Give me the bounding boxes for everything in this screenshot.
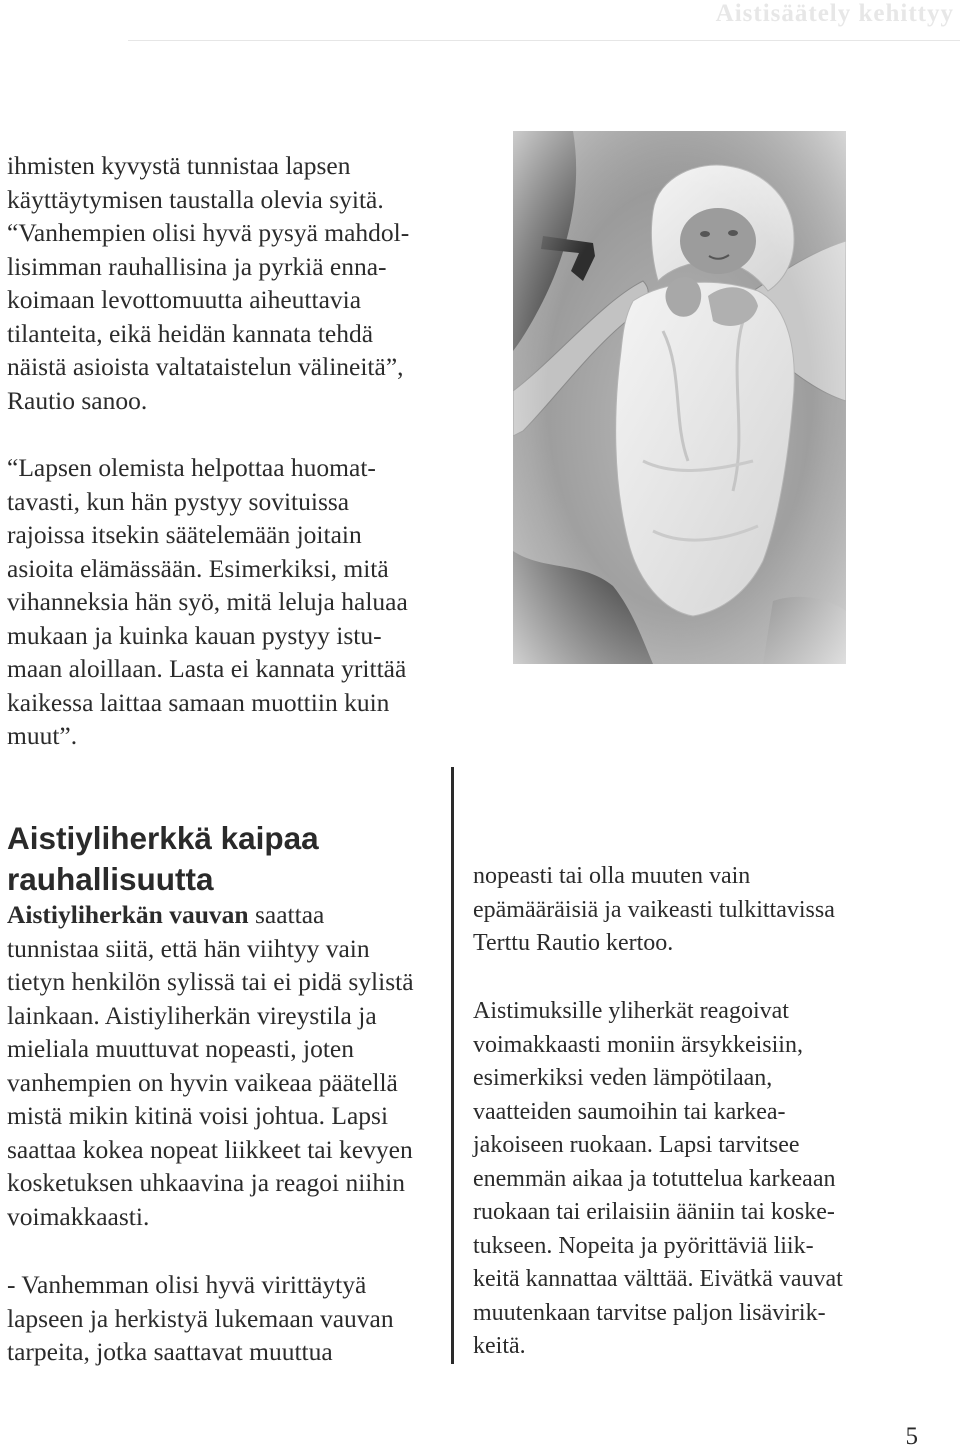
text-line: maan aloillaan. Lasta ei kannata yrittää <box>7 654 407 683</box>
text-line: jakoiseen ruokaan. Lapsi tarvitsee <box>473 1132 800 1158</box>
text-line: asioita elämässään. Esimerkiksi, mitä <box>7 553 389 583</box>
text-line: tukseen. Nopeita ja pyörittäviä liik- <box>473 1232 814 1259</box>
text-line: kosketuksen uhkaavina ja reagoi niihin <box>7 1168 405 1197</box>
text-line: Rautio sanoo. <box>7 385 148 415</box>
text-line: tilanteita, eikä heidän kannata tehdä <box>7 318 374 348</box>
text-line: vanhempien on hyvin vaikeaa päätellä <box>7 1067 398 1097</box>
text-line: Terttu Rautio kertoo. <box>473 930 674 956</box>
text-line: tavasti, kun hän pystyy sovituissa <box>7 486 350 516</box>
text-line: nopeasti tai olla muuten vain <box>473 863 751 889</box>
text-line: keitä. <box>473 1333 526 1359</box>
text-line: tietyn henkilön sylissä tai ei pidä sylistä <box>7 967 414 996</box>
text-line: ruokaan tai erilaisiin ääniin tai koske- <box>473 1199 835 1225</box>
text-line: epämääräisiä ja vaikeasti tulkittavissa <box>473 896 835 923</box>
text-line: mieliala muuttuvat nopeasti, joten <box>7 1034 355 1063</box>
text-line: lainkaan. Aistiyliherkän vireystila ja <box>7 1000 377 1030</box>
text-line: keitä kannattaa välttää. Eivätkä vauvat <box>473 1266 843 1292</box>
column-right-paragraph <box>473 860 943 961</box>
column-divider <box>451 767 454 1364</box>
text-line: voimakkaasti. <box>7 1201 150 1231</box>
text-line: koimaan levottomuutta aiheuttavia <box>7 285 362 314</box>
text-line: käyttäytymisen taustalla olevia syitä. <box>7 184 384 214</box>
text-line: saattaa kokea nopeat liikkeet tai kevyen <box>7 1134 413 1164</box>
text-line: muutenkaan tarvitse paljon lisävirik- <box>473 1299 826 1326</box>
text-line <box>7 898 447 932</box>
text-line: enemmän aikaa ja totuttelua karkeaan <box>473 1165 836 1192</box>
section-heading <box>7 818 447 900</box>
text-line: mistä mikin kitinä voisi johtua. Lapsi <box>7 1101 389 1130</box>
text-line: tunnistaa siitä, että hän viihtyy vain <box>7 933 370 963</box>
text-line: “Lapsen olemista helpottaa huomat- <box>7 453 376 482</box>
text-line: kaikessa laittaa samaan muottiin kuin <box>7 687 390 717</box>
text-line: ihmisten kyvystä tunnistaa lapsen <box>7 151 351 180</box>
lead-in-text: Aistiyliherkän vauvan <box>7 900 249 929</box>
text-line: rajoissa itsekin säätelemään joitain <box>7 520 362 549</box>
text-line: mukaan ja kuinka kauan pystyy istu- <box>7 620 382 650</box>
text-line: näistä asioista valtataistelun välineitä”, <box>7 352 404 381</box>
column-right-paragraph-2 <box>473 995 943 1364</box>
text-line: tarpeita, jotka saattavat muuttua <box>7 1337 333 1366</box>
text-line: lisimman rauhallisina ja pyrkiä enna- <box>7 251 387 281</box>
text-line: “Vanhempien olisi hyvä pysyä mahdol- <box>7 218 410 247</box>
text-line: vihanneksia hän syö, mitä leluja haluaa <box>7 587 408 616</box>
column-left-paragraph-2 <box>7 1268 447 1369</box>
text-line: Aistimuksille yliherkät reagoivat <box>473 998 789 1024</box>
page-number: 5 <box>905 1423 918 1450</box>
text-line: muut”. <box>7 721 78 750</box>
text-fragment: saattaa <box>248 900 325 929</box>
text-line: voimakkaasti moniin ärsykkeisiin, <box>473 1031 803 1058</box>
intro-paragraph <box>7 149 477 417</box>
baby-photo <box>513 131 846 664</box>
heading-line: Aistiyliherkkä kaipaa <box>7 820 319 856</box>
column-left-paragraph <box>7 898 447 1233</box>
text-line: - Vanhemman olisi hyvä virittäytyä <box>7 1270 367 1299</box>
quote-paragraph <box>7 451 477 753</box>
text-line: lapseen ja herkistyä lukemaan vauvan <box>7 1303 394 1333</box>
header-rule <box>128 40 960 41</box>
running-header-title: Aistisäätely kehittyy <box>715 0 954 27</box>
text-line: vaatteiden saumoihin tai karkea- <box>473 1098 786 1125</box>
heading-line: rauhallisuutta <box>7 861 214 897</box>
text-line: esimerkiksi veden lämpötilaan, <box>473 1065 773 1091</box>
